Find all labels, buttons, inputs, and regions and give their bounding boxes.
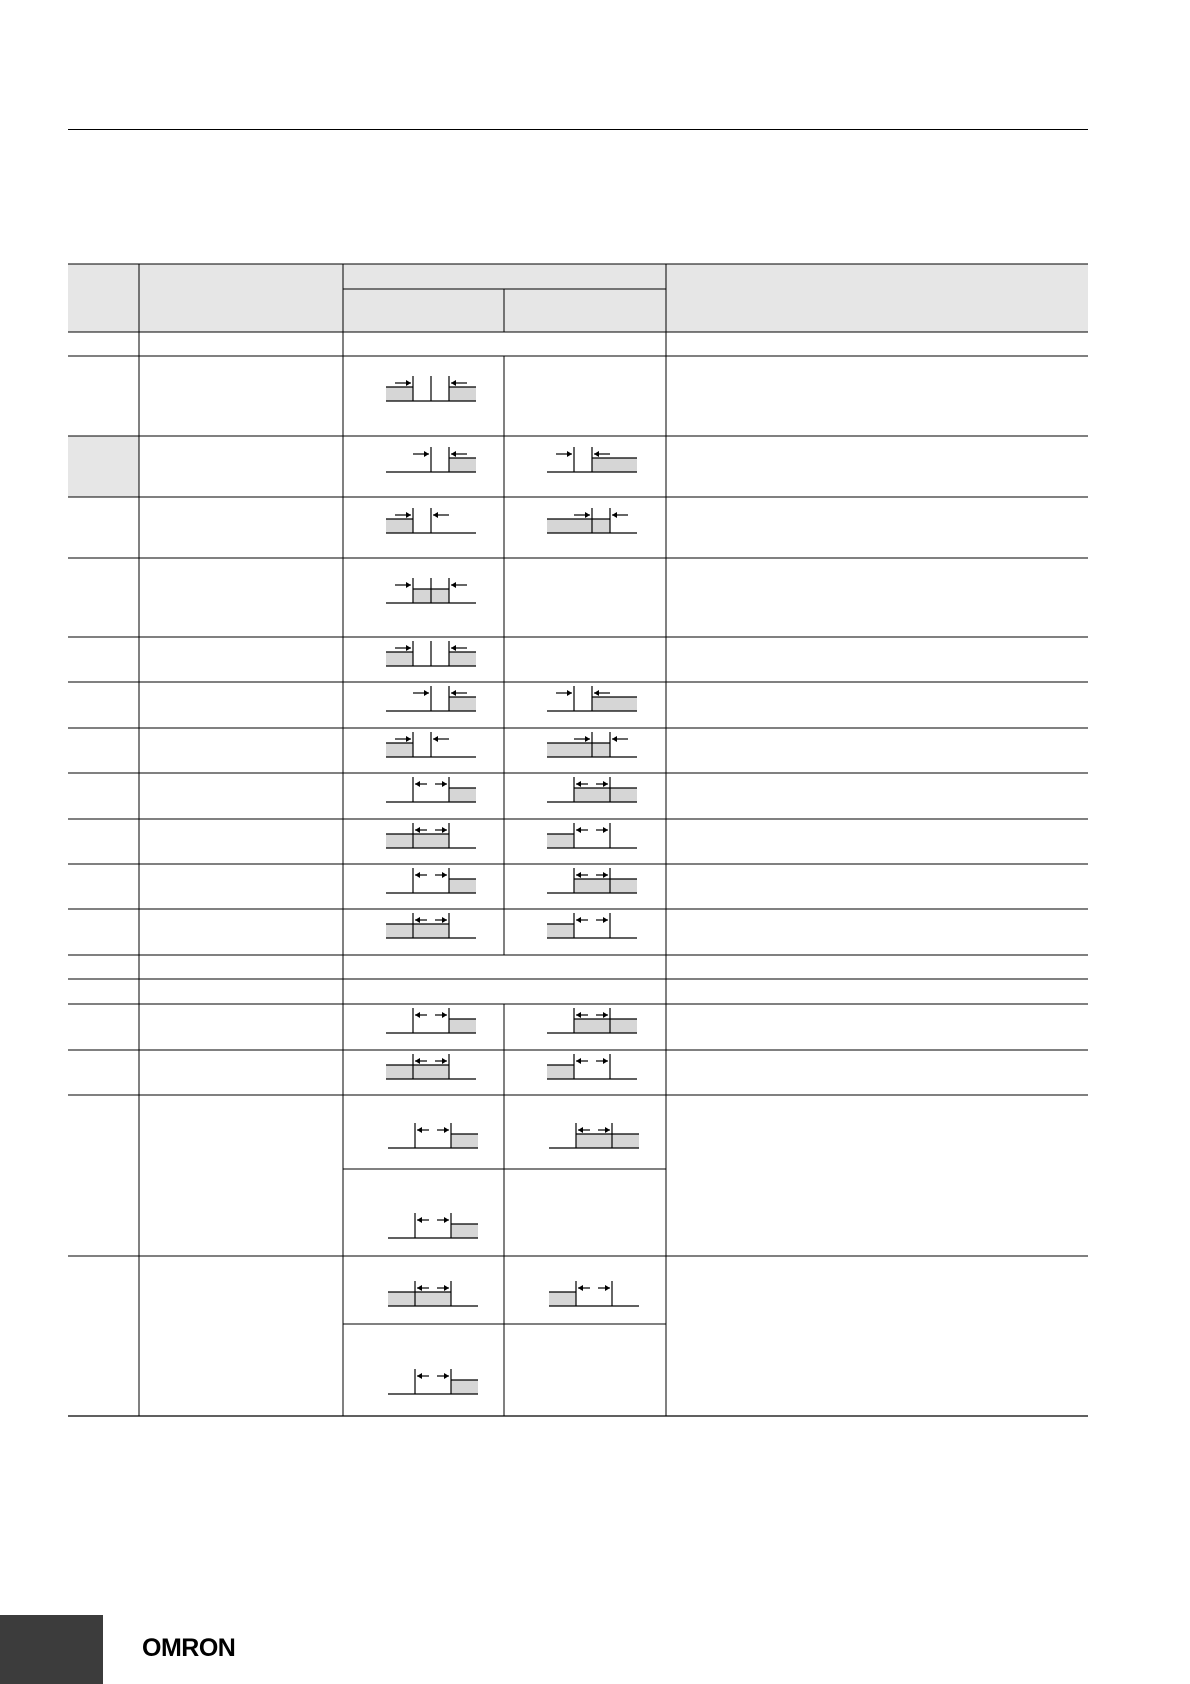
timing-diagrams — [386, 376, 639, 1394]
table-header-bg — [68, 264, 1088, 332]
shaded-cell — [68, 436, 139, 497]
table-lines — [68, 264, 1088, 1416]
omron-logo: OMRON — [142, 1634, 236, 1662]
page-number-block — [0, 1615, 103, 1684]
